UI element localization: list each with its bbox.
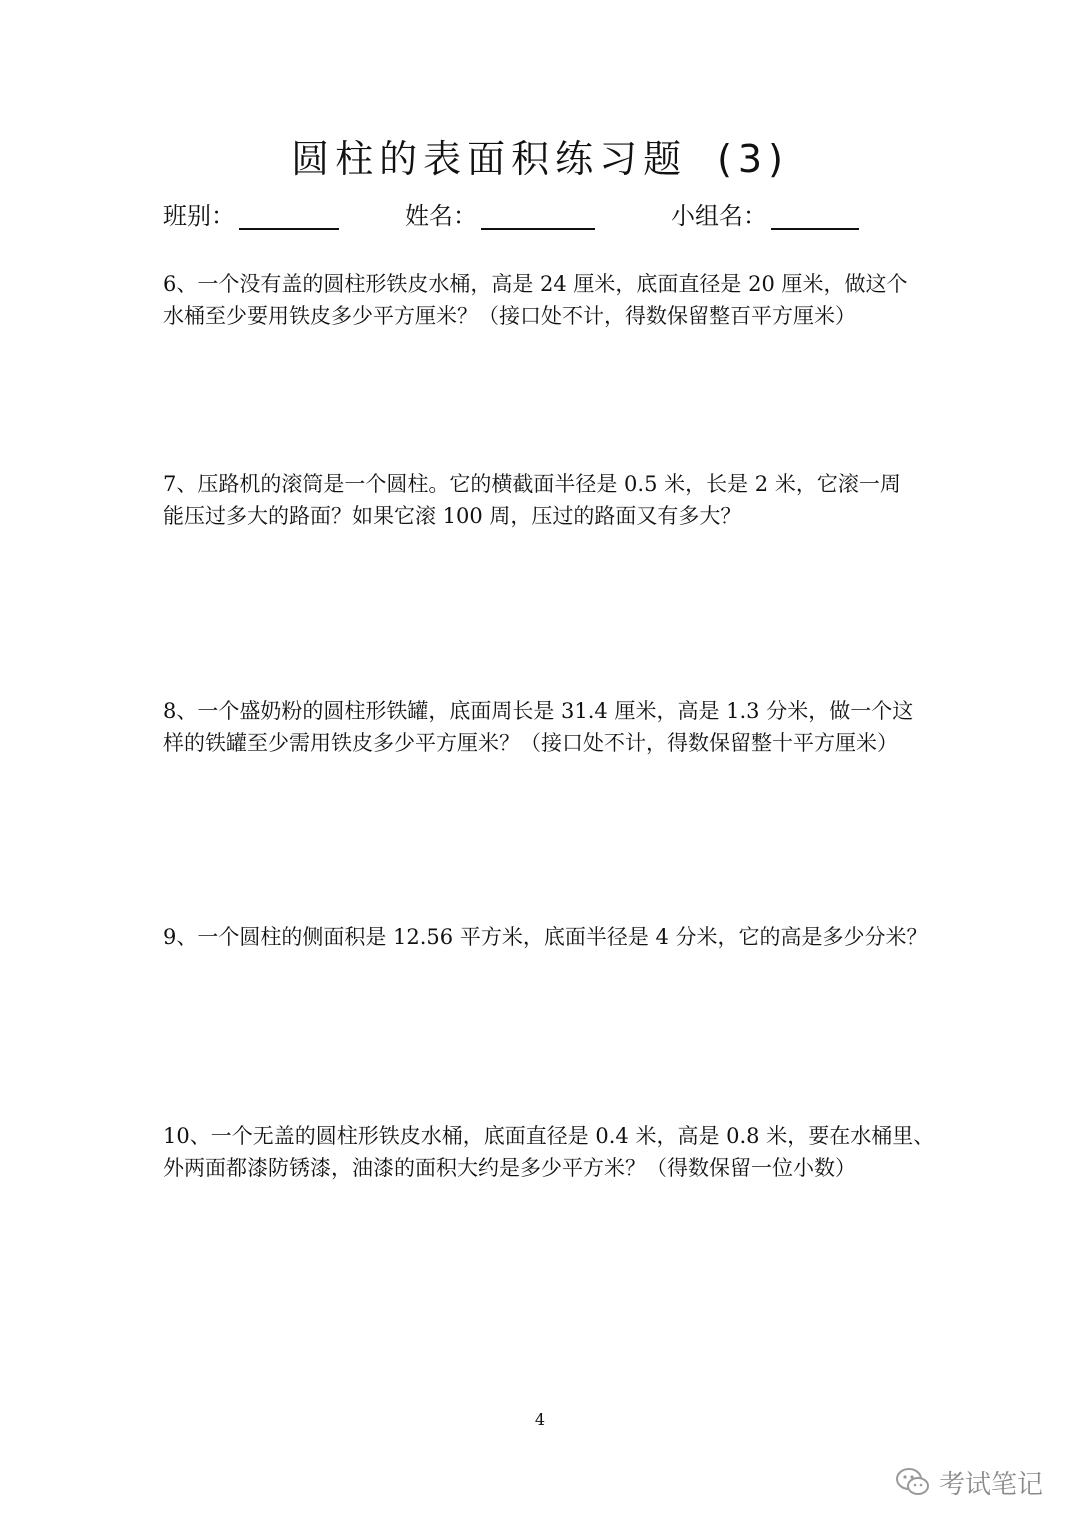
- question-line: 能压过多大的路面？如果它滚 100 周，压过的路面又有多大？: [163, 504, 742, 528]
- class-field: [163, 196, 339, 231]
- page-title: [0, 128, 1080, 183]
- group-field: [671, 196, 859, 231]
- question-10: [163, 1120, 935, 1184]
- question-8: [163, 695, 923, 759]
- question-7: [163, 468, 923, 532]
- question-9: [163, 921, 928, 953]
- title-number: (3): [717, 137, 789, 181]
- question-line: 10、一个无盖的圆柱形铁皮水桶，底面直径是 0.4 米，高是 0.8 米，要在水桶里、: [163, 1124, 935, 1148]
- name-label: 姓名：: [405, 202, 477, 230]
- question-line: 9、一个圆柱的侧面积是 12.56 平方米，底面半径是 4 分米，它的高是多少分米？: [163, 925, 928, 949]
- watermark: [895, 1462, 1043, 1502]
- question-line: 8、一个盛奶粉的圆柱形铁罐，底面周长是 31.4 厘米，高是 1.3 分米，做一个这: [163, 699, 914, 723]
- name-blank: [481, 204, 595, 230]
- group-label: 小组名：: [671, 202, 767, 230]
- question-line: 7、压路机的滚筒是一个圆柱。它的横截面半径是 0.5 米，长是 2 米，它滚一周: [163, 472, 901, 496]
- question-line: 6、一个没有盖的圆柱形铁皮水桶，高是 24 厘米，底面直径是 20 厘米，做这个: [163, 272, 908, 296]
- watermark-text: 考试笔记: [939, 1469, 1044, 1500]
- question-line: 外两面都漆防锈漆，油漆的面积大约是多少平方米？（得数保留一位小数）: [163, 1156, 856, 1180]
- page-number: 4: [534, 1410, 546, 1429]
- question-line: 水桶至少要用铁皮多少平方厘米？（接口处不计，得数保留整百平方厘米）: [163, 304, 856, 328]
- name-field: [405, 196, 595, 231]
- class-blank: [239, 204, 339, 230]
- question-line: 样的铁罐至少需用铁皮多少平方厘米？（接口处不计，得数保留整十平方厘米）: [163, 731, 898, 755]
- class-label: 班别：: [163, 202, 235, 230]
- group-blank: [771, 204, 859, 230]
- question-6: [163, 268, 923, 332]
- wechat-icon: [895, 1467, 931, 1497]
- title-text: 圆柱的表面积练习题: [291, 137, 688, 181]
